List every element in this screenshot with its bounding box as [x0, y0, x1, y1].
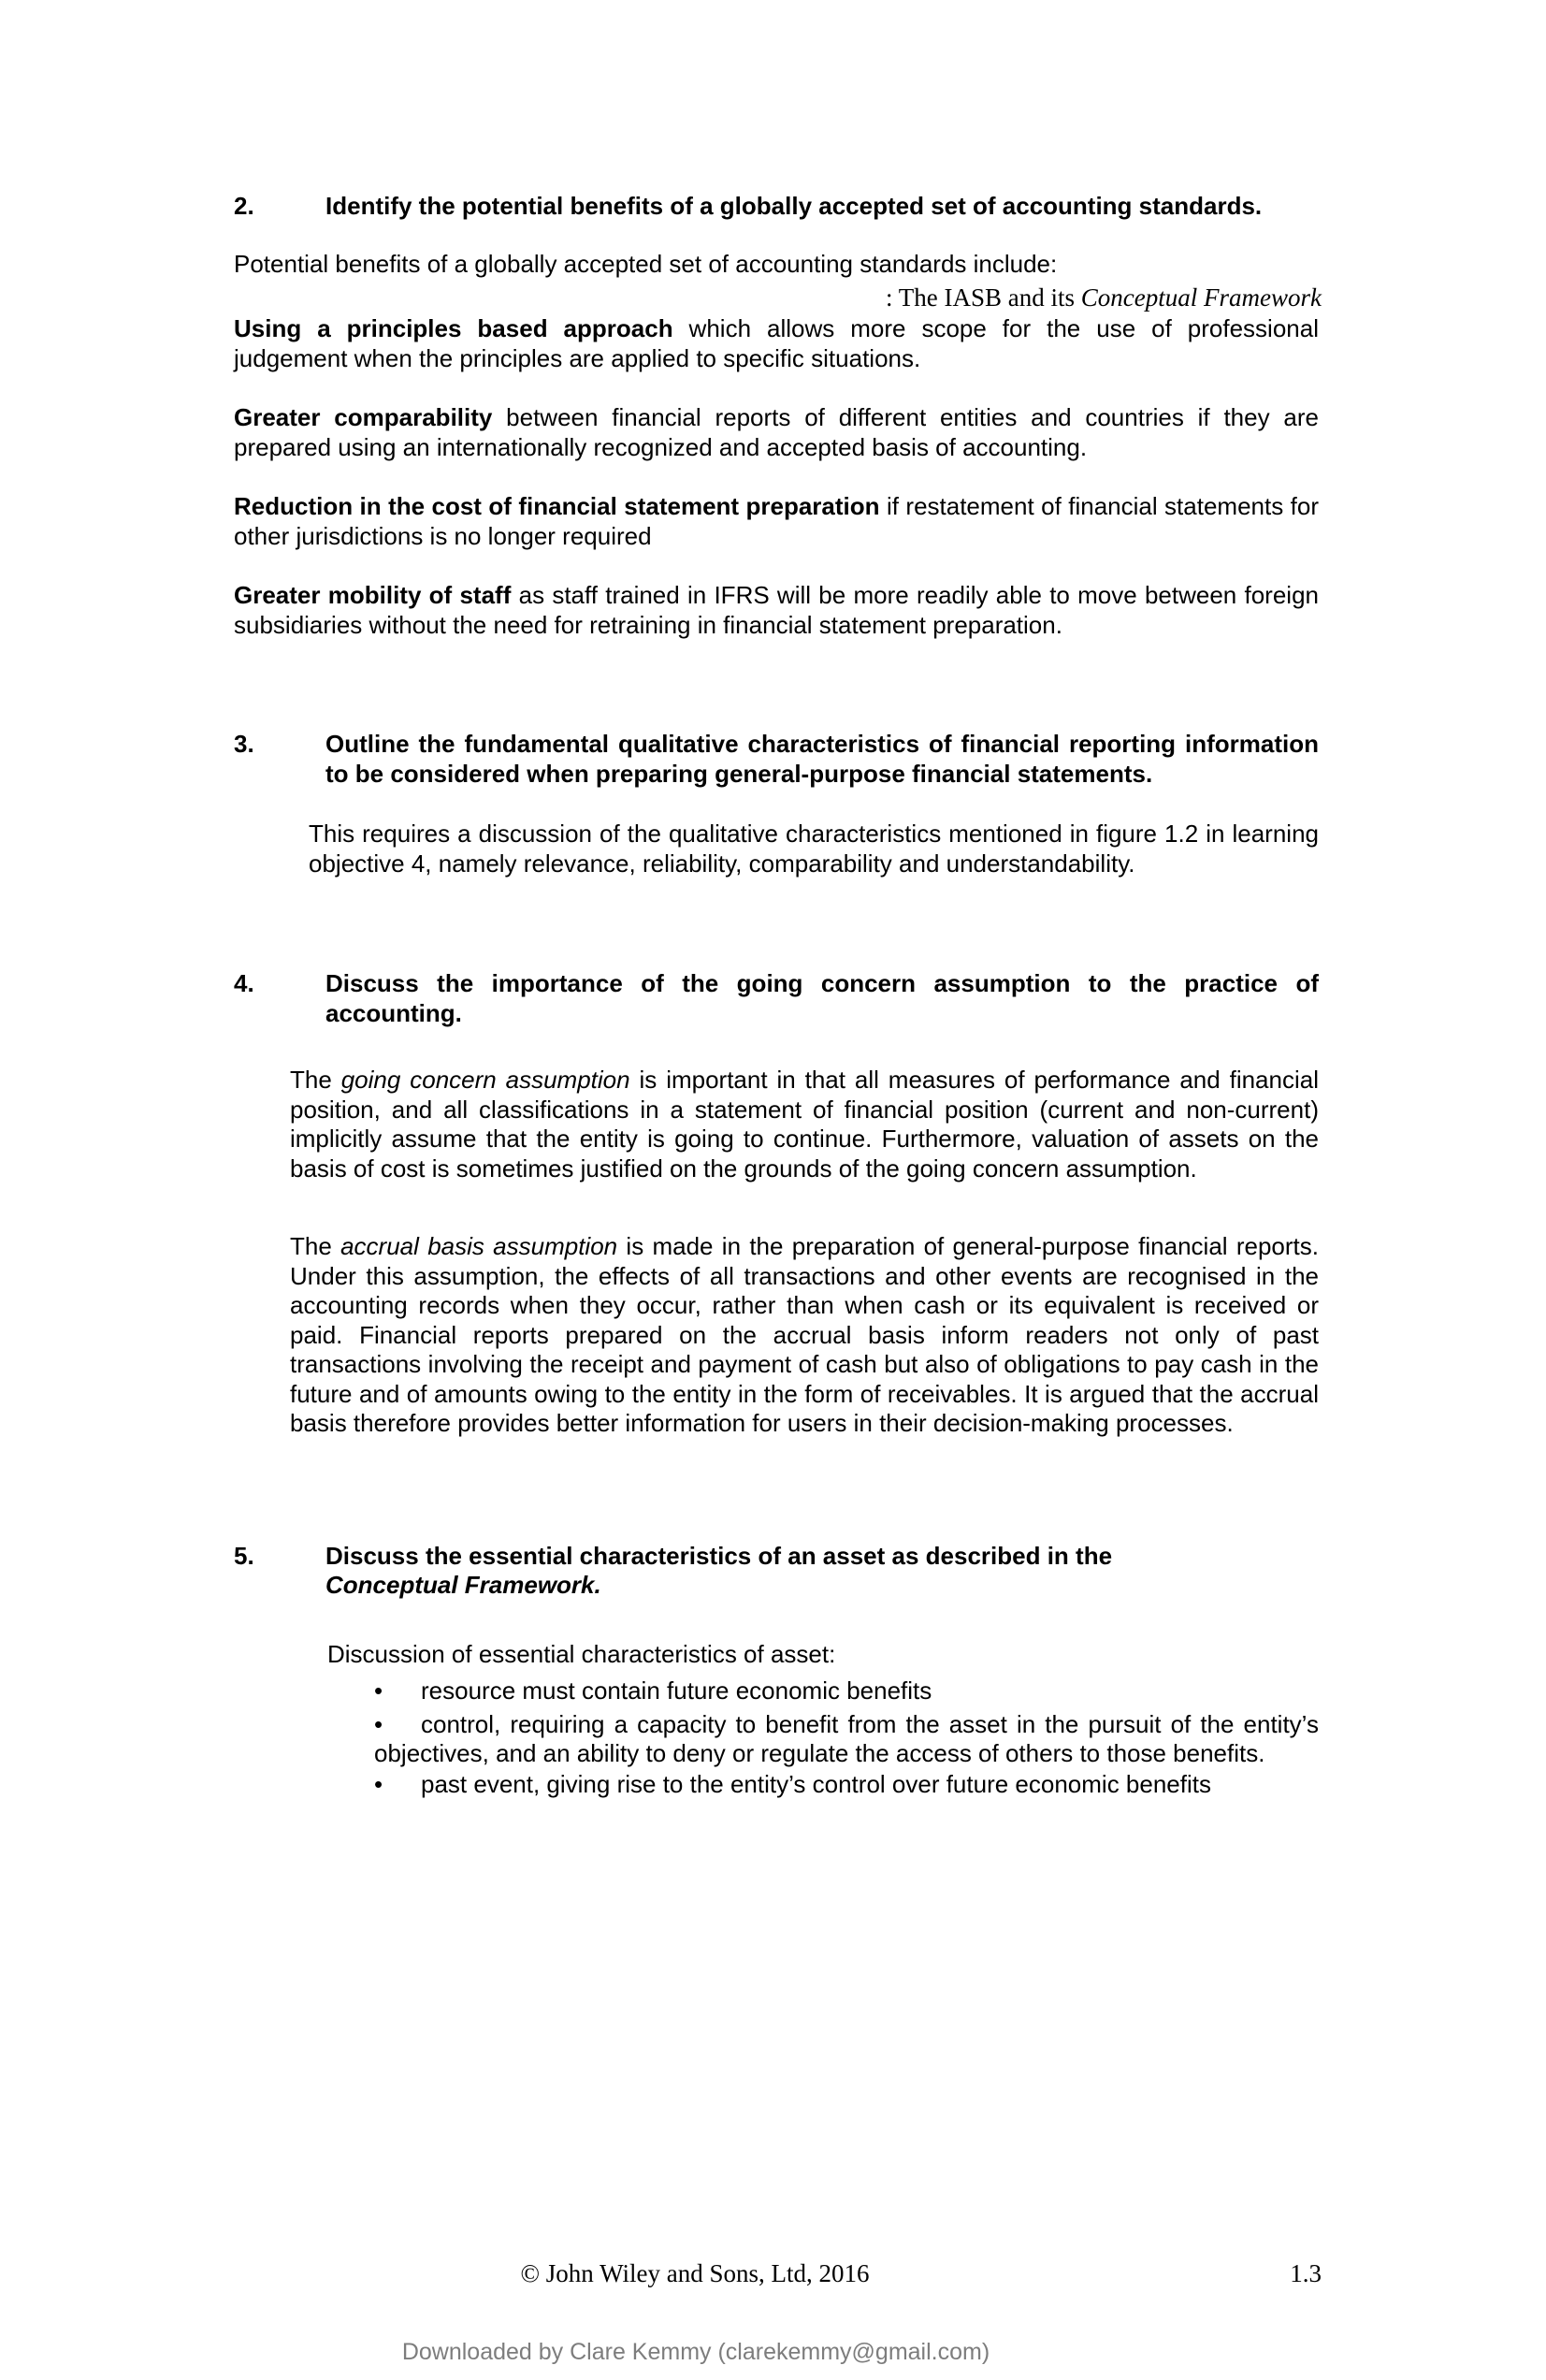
- question-4-number: 4.: [234, 969, 254, 997]
- document-page: [0, 192, 1546, 2380]
- paragraph-text: The: [290, 1066, 341, 1094]
- conceptual-framework-italic-title: Conceptual Framework.: [325, 1571, 601, 1599]
- bullet-icon: •: [374, 1769, 383, 1798]
- q2-benefit-cost-paragraph: [234, 492, 1319, 551]
- q5-bullet-list: [374, 1676, 1319, 1799]
- question-3-heading-row: [234, 730, 1319, 789]
- question-5-heading: [325, 1542, 1319, 1601]
- header-text: : The IASB and its: [886, 283, 1081, 312]
- question-2-heading: Identify the potential benefits of a globally accepted set of accounting standards.: [325, 192, 1263, 220]
- footer-copyright: © John Wiley and Sons, Ltd, 2016: [520, 2259, 870, 2287]
- going-concern-italic-term: going concern assumption: [340, 1066, 630, 1094]
- footer-page-number: 1.3: [1290, 2259, 1322, 2287]
- benefit-rest-text: as staff trained in IFRS will be more readily able to move between foreign subsidiaries without the need for retraining in financial statement preparation.: [234, 581, 1319, 639]
- accrual-basis-italic-term: accrual basis assumption: [340, 1232, 618, 1260]
- q2-intro-paragraph: Potential benefits of a globally accepted set of accounting standards include:: [234, 249, 1058, 278]
- q5-intro-paragraph: Discussion of essential characteristics of asset:: [327, 1639, 836, 1668]
- q2-benefit-comparability-paragraph: [234, 403, 1319, 462]
- bullet-icon: •: [374, 1709, 383, 1738]
- bullet-item-control: [374, 1710, 1319, 1769]
- question-2-number: 2.: [234, 192, 254, 220]
- question-4-heading-row: [234, 969, 1319, 1028]
- benefit-lead-text: Reduction in the cost of financial statement preparation: [234, 492, 880, 520]
- benefit-rest-text: if restatement of financial statements for other jurisdictions is no longer required: [234, 492, 1320, 550]
- benefit-rest-text: which allows more scope for the use of professional judgement when the principles are applied to specific situations.: [234, 314, 1319, 372]
- footer-downloaded-note: Downloaded by Clare Kemmy (clarekemmy@gmail.com): [401, 2339, 990, 2365]
- bullet-text: control, requiring a capacity to benefit from the asset in the pursuit of the entity’s objectives, and an ability to deny or regulate the access of others to those benefits.: [374, 1709, 1319, 1767]
- paragraph-text: is important in that all measures of performance and financial position, and all classifications in a statement of financial position (current and non-current) implicitly assume that the entity is going to continue. Furthermore, valuation of assets on the basis of cost is sometimes justified on the grounds of the going concern assumption.: [290, 1066, 1319, 1183]
- header-italic-title: Conceptual Framework: [1080, 283, 1322, 312]
- question-3-number: 3.: [234, 730, 254, 758]
- benefit-lead-text: Greater mobility of staff: [234, 581, 512, 609]
- bullet-item-past-event: [374, 1770, 1319, 1800]
- question-5-number: 5.: [234, 1541, 254, 1570]
- benefit-lead-text: Using a principles based approach: [234, 314, 673, 342]
- bullet-icon: •: [374, 1676, 383, 1705]
- bullet-text: past event, giving rise to the entity’s control over future economic benefits: [421, 1769, 1211, 1798]
- bullet-item-resource: [374, 1676, 1319, 1706]
- question-3-heading: Outline the fundamental qualitative characteristics of financial reporting information to be considered when preparing general-purpose financial statements.: [325, 730, 1319, 788]
- paragraph-text: The: [290, 1232, 341, 1260]
- benefit-rest-text: between financial reports of different entities and countries if they are prepared using an internationally recognized and accepted basis of accounting.: [234, 403, 1319, 461]
- question-2-heading-row: [234, 192, 1319, 222]
- bullet-text: resource must contain future economic benefits: [421, 1676, 932, 1705]
- q4-going-concern-paragraph: [290, 1066, 1319, 1183]
- question-4-heading: Discuss the importance of the going concern assumption to the practice of accounting.: [325, 969, 1319, 1027]
- question-5-heading-row: [234, 1542, 1319, 1601]
- q4-accrual-basis-paragraph: [290, 1232, 1319, 1439]
- heading-line-1: Discuss the essential characteristics of an asset as described in the: [325, 1541, 1113, 1570]
- page-content: [234, 192, 1319, 1799]
- q3-answer-paragraph: This requires a discussion of the qualitative characteristics mentioned in figure 1.2 in learning objective 4, namely relevance, reliability, comparability and understandability.: [309, 820, 1319, 878]
- benefit-lead-text: Greater comparability: [234, 403, 493, 431]
- paragraph-text: is made in the preparation of general-purpose financial reports. Under this assumption, the effects of all transactions and other events are recognised in the accounting records when they occur, rather than when cash or its equivalent is received or paid. Financial reports prepared on the accrual basis inform readers not only of past transactions involving the receipt and payment of cash but also of obligations to pay cash in the future and of amounts owing to the entity in the form of receivables. It is argued that the accrual basis therefore provides better information for users in their decision-making processes.: [290, 1232, 1319, 1437]
- q2-benefit-mobility-paragraph: [234, 581, 1319, 640]
- q2-benefit-principles-paragraph: [234, 314, 1319, 373]
